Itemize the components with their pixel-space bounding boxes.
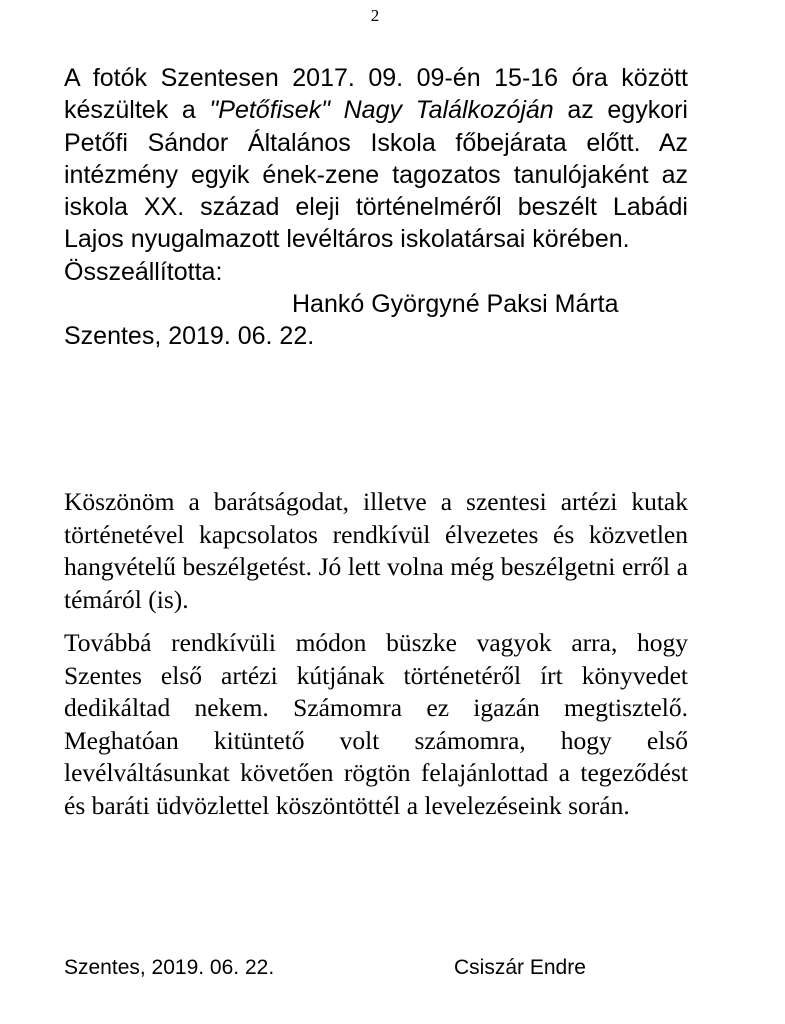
caption-text-end: az egykori Petőfi Sándor Általános Iskola főbejárata előtt. Az intézmény egyik ének-zene tagozatos tanulójaként az iskola XX. század eleji történelméről beszélt Labádi Lajos nyugalmazott levéltáros iskolatársai körében.: [64, 96, 688, 254]
compiled-place-date: Szentes, 2019. 06. 22.: [64, 322, 315, 351]
caption-text-start: A fotók Szentesen 2017. 09. 09-én 15-16 óra között készültek a: [64, 64, 688, 125]
letter-block: [64, 486, 688, 822]
photo-caption-block: [64, 62, 688, 353]
letter-paragraph-2: Továbbá rendkívüli módon büszke vagyok arra, hogy Szentes első artézi kútjának történetéről írt könyvedet dedikáltad nekem. Számomra ez igazán megtisztelő. Meghatóan kitüntető volt számomra, hogy első levélváltásunkat követően rögtön felajánlottad a tegeződést és baráti üdvözlettel köszöntöttél a levelezéseink során.: [64, 628, 688, 820]
event-name: "Petőfisek" Nagy Találkozóján: [209, 96, 554, 125]
photo-caption-paragraph: [64, 62, 688, 256]
footer-place-date: Szentes, 2019. 06. 22.: [64, 956, 275, 979]
letter-paragraph-1: Köszönöm a barátságodat, illetve a szentesi artézi kutak történetével kapcsolatos rendkívül élvezetes és közvetlen hangvételű beszélgetést. Jó lett volna még beszélgetni erről a témáról (is).: [64, 487, 688, 614]
footer-signature: Csiszár Endre: [454, 956, 586, 979]
compiled-by-label: Összeállította:: [64, 257, 223, 286]
compiler-name: Hankó Györgyné Paksi Márta: [292, 290, 619, 319]
page-number: 2: [370, 6, 380, 25]
